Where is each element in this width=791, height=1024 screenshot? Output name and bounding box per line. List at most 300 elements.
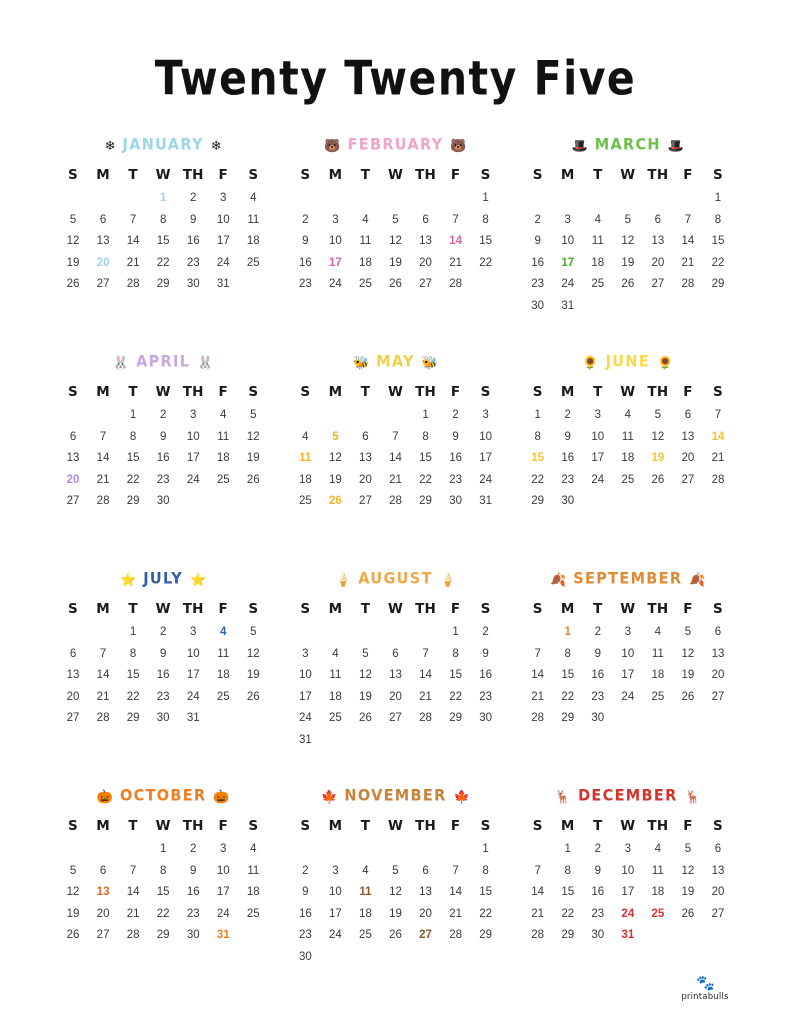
weekday-header: S (480, 384, 491, 400)
days-grid (517, 839, 739, 947)
day-cell-empty (380, 188, 410, 210)
day-cell: 27 (419, 278, 432, 290)
day-cell: 9 (159, 647, 167, 660)
weekday-header: F (218, 818, 228, 834)
day-cell: 1 (482, 843, 489, 855)
month-november (284, 783, 506, 1000)
day-cell: 25 (591, 278, 605, 290)
day-cell: 16 (156, 669, 170, 681)
weekday-header-row (517, 601, 739, 617)
day-cell-empty (88, 188, 118, 210)
day-cell: 3 (190, 626, 197, 638)
day-cell: 7 (422, 647, 429, 660)
weekday-header: TH (182, 818, 204, 834)
month-name: FEBRUARY (347, 136, 444, 154)
day-cell: 31 (479, 495, 493, 507)
day-cell: 19 (246, 452, 260, 464)
day-cell: 4 (220, 626, 227, 638)
day-cell: 7 (534, 864, 541, 877)
day-cell: 6 (654, 213, 662, 226)
day-cell: 12 (359, 669, 372, 681)
weekday-header-row (284, 167, 506, 183)
day-cell: 29 (126, 712, 140, 724)
day-cell: 16 (298, 907, 312, 920)
day-cell: 3 (220, 192, 227, 204)
day-cell: 18 (651, 669, 665, 681)
day-cell: 13 (389, 669, 402, 681)
day-cell: 26 (246, 473, 260, 486)
day-cell: 30 (479, 712, 493, 724)
day-cell-empty (583, 188, 613, 210)
day-cell-empty (380, 405, 410, 427)
day-cell: 2 (564, 409, 571, 421)
day-cell: 5 (684, 626, 692, 638)
weekday-header: T (593, 167, 603, 183)
paw-icon: 🐾 (696, 975, 714, 992)
day-cell-empty (411, 839, 441, 861)
weekday-header: F (450, 818, 461, 834)
day-cell: 21 (449, 907, 462, 920)
weekday-header-row (284, 601, 506, 617)
day-cell: 10 (591, 430, 605, 443)
day-cell: 14 (449, 886, 462, 898)
day-cell: 16 (591, 669, 605, 681)
day-cell: 6 (422, 864, 429, 877)
day-cell: 21 (389, 473, 402, 486)
day-cell: 30 (561, 495, 575, 507)
day-cell: 17 (329, 256, 342, 269)
day-cell: 7 (534, 647, 541, 660)
day-cell: 4 (654, 843, 662, 855)
day-cell: 11 (247, 213, 260, 226)
day-cell: 27 (711, 690, 725, 703)
day-cell: 4 (220, 409, 227, 421)
day-cell: 4 (624, 409, 632, 421)
day-cell: 3 (482, 409, 489, 421)
day-cell: 15 (711, 235, 725, 247)
day-cell-empty (58, 405, 88, 427)
day-cell: 29 (156, 929, 170, 941)
weekday-header: S (68, 818, 78, 834)
day-cell: 30 (449, 495, 462, 507)
day-cell: 15 (531, 452, 545, 464)
month-march (517, 132, 739, 349)
day-cell: 17 (216, 886, 230, 898)
day-cell-empty (88, 622, 118, 644)
day-cell: 4 (302, 430, 309, 443)
day-cell: 29 (479, 929, 493, 941)
day-cell: 2 (594, 626, 601, 638)
day-cell: 12 (621, 235, 635, 247)
month-september (517, 566, 739, 783)
day-cell: 16 (591, 886, 605, 898)
day-cell: 17 (621, 886, 635, 898)
day-cell: 22 (561, 690, 575, 703)
day-cell: 8 (159, 213, 167, 226)
day-cell: 11 (217, 430, 230, 443)
month-decoration-left-icon: ⭐ (120, 571, 137, 587)
day-cell: 10 (216, 213, 230, 226)
day-cell: 21 (96, 690, 110, 703)
day-cell: 17 (186, 669, 200, 681)
day-cell: 26 (621, 278, 635, 290)
day-cell-empty (58, 839, 88, 861)
day-cell: 13 (711, 864, 725, 877)
day-cell: 12 (66, 235, 80, 247)
day-cell: 6 (392, 647, 399, 660)
day-cell: 18 (651, 886, 665, 898)
day-cell: 27 (96, 278, 110, 290)
day-cell: 28 (419, 712, 432, 724)
day-cell: 1 (129, 409, 137, 421)
weekday-header: T (593, 818, 603, 834)
day-cell: 1 (564, 626, 571, 638)
day-cell-empty (411, 622, 441, 644)
weekday-header: S (300, 818, 311, 834)
day-cell: 13 (651, 235, 665, 247)
day-cell: 14 (711, 430, 725, 443)
month-decoration-right-icon: 🍦 (439, 571, 456, 587)
day-cell: 13 (359, 452, 372, 464)
weekday-header: M (560, 601, 575, 617)
day-cell: 2 (302, 864, 309, 877)
day-cell: 25 (246, 256, 260, 269)
weekday-header: F (218, 384, 228, 400)
day-cell: 26 (66, 278, 80, 290)
day-cell: 6 (684, 409, 692, 421)
day-cell: 26 (681, 690, 695, 703)
month-name: OCTOBER (119, 787, 207, 805)
day-cell: 12 (246, 430, 260, 443)
weekday-header-row (517, 384, 739, 400)
day-cell: 11 (247, 864, 260, 877)
day-cell: 22 (449, 690, 462, 703)
month-decoration-left-icon: 🌻 (582, 354, 599, 370)
day-cell: 25 (216, 690, 230, 703)
day-cell-empty (380, 839, 410, 861)
month-decoration-right-icon: 🍂 (689, 571, 706, 587)
day-cell: 6 (422, 213, 429, 226)
day-cell-empty (350, 839, 380, 861)
day-cell: 4 (362, 864, 369, 877)
day-cell: 9 (302, 886, 309, 898)
day-cell: 18 (329, 690, 342, 703)
day-cell: 12 (651, 430, 665, 443)
month-decoration-left-icon: 🐝 (352, 354, 370, 370)
day-cell: 20 (651, 256, 665, 269)
day-cell: 16 (561, 452, 575, 464)
month-may (284, 349, 506, 566)
day-cell: 20 (681, 452, 695, 464)
day-cell-empty (320, 839, 350, 861)
day-cell: 10 (216, 864, 230, 877)
day-cell: 3 (332, 864, 339, 877)
month-name: NOVEMBER (344, 787, 447, 805)
weekday-header: S (68, 601, 78, 617)
weekday-header: M (96, 818, 110, 834)
day-cell: 17 (298, 690, 312, 703)
day-cell: 19 (621, 256, 635, 269)
weekday-header-row (517, 818, 739, 834)
day-cell: 18 (246, 235, 260, 247)
days-grid (517, 405, 739, 513)
day-cell: 10 (621, 864, 635, 877)
day-cell: 15 (126, 452, 140, 464)
day-cell-empty (523, 188, 553, 210)
weekday-header-row (52, 818, 274, 834)
day-cell: 1 (129, 626, 137, 638)
month-decoration-left-icon: 🍦 (335, 571, 352, 587)
month-name: JANUARY (122, 136, 204, 154)
day-cell: 9 (302, 235, 309, 247)
day-cell: 2 (190, 192, 197, 204)
month-june (517, 349, 739, 566)
day-cell: 22 (156, 907, 170, 920)
weekday-header-row (284, 818, 506, 834)
month-decoration-left-icon: 🍂 (550, 571, 567, 587)
day-cell: 12 (329, 452, 342, 464)
day-cell: 24 (298, 712, 312, 724)
weekday-header: F (683, 601, 693, 617)
month-april (52, 349, 274, 566)
day-cell: 13 (66, 669, 80, 681)
day-cell: 31 (216, 278, 230, 290)
day-cell: 25 (651, 690, 665, 703)
day-cell: 14 (96, 452, 110, 464)
day-cell-empty (523, 839, 553, 861)
day-cell: 6 (69, 647, 77, 660)
day-cell: 18 (621, 452, 635, 464)
day-cell: 10 (329, 886, 342, 898)
day-cell: 16 (186, 886, 200, 898)
months-grid (0, 132, 791, 1000)
day-cell: 28 (96, 712, 110, 724)
day-cell: 28 (126, 278, 140, 290)
day-cell: 2 (190, 843, 197, 855)
day-cell: 29 (561, 712, 575, 724)
weekday-header: S (300, 601, 311, 617)
day-cell: 5 (392, 213, 399, 226)
day-cell-empty (88, 405, 118, 427)
day-cell-empty (350, 405, 380, 427)
day-cell: 7 (392, 430, 399, 443)
weekday-header: S (480, 818, 491, 834)
day-cell: 16 (186, 235, 200, 247)
day-cell: 6 (714, 843, 722, 855)
day-cell: 12 (246, 647, 260, 660)
weekday-header: F (683, 384, 693, 400)
day-cell: 9 (482, 647, 489, 660)
weekday-header: S (248, 167, 259, 183)
day-cell: 30 (531, 299, 545, 312)
day-cell: 19 (359, 690, 372, 703)
weekday-header: S (480, 601, 491, 617)
day-cell: 10 (561, 235, 575, 247)
weekday-header-row (52, 167, 274, 183)
day-cell: 4 (654, 626, 662, 638)
weekday-header: M (560, 818, 575, 834)
day-cell: 24 (621, 907, 635, 920)
page-title: Twenty Twenty Five (154, 50, 637, 106)
day-cell: 3 (624, 843, 632, 855)
day-cell: 3 (564, 213, 571, 226)
day-cell: 5 (250, 626, 257, 638)
day-cell: 19 (66, 256, 80, 269)
day-cell-empty (441, 839, 471, 861)
weekday-header: W (387, 818, 404, 834)
day-cell: 26 (389, 929, 402, 941)
month-july (52, 566, 274, 783)
weekday-header: T (128, 601, 138, 617)
day-cell: 20 (389, 690, 402, 703)
day-cell: 20 (419, 256, 432, 269)
weekday-header: M (96, 384, 110, 400)
day-cell: 4 (594, 213, 601, 226)
day-cell: 10 (329, 235, 342, 247)
weekday-header: T (593, 601, 603, 617)
weekday-header: F (450, 601, 461, 617)
day-cell: 3 (332, 213, 339, 226)
day-cell: 31 (561, 299, 575, 312)
days-grid (517, 188, 739, 317)
day-cell: 28 (96, 495, 110, 507)
month-decoration-left-icon: 🐰 (112, 354, 130, 370)
day-cell: 15 (561, 669, 575, 681)
day-cell: 6 (362, 430, 369, 443)
day-cell: 23 (298, 929, 312, 941)
day-cell: 14 (126, 886, 140, 898)
month-name: AUGUST (358, 570, 433, 588)
day-cell: 11 (591, 235, 604, 247)
weekday-header: TH (182, 167, 204, 183)
day-cell: 7 (129, 213, 137, 226)
day-cell: 9 (159, 430, 167, 443)
day-cell: 5 (654, 409, 662, 421)
day-cell: 21 (449, 256, 462, 269)
day-cell: 25 (216, 473, 230, 486)
day-cell-empty (441, 188, 471, 210)
weekday-header: T (360, 818, 371, 834)
day-cell: 29 (711, 278, 725, 290)
day-cell: 13 (96, 886, 110, 898)
day-cell: 22 (479, 256, 493, 269)
day-cell: 15 (156, 235, 170, 247)
day-cell: 7 (452, 864, 459, 877)
weekday-header: S (532, 601, 543, 617)
day-cell: 31 (298, 733, 312, 746)
day-cell: 26 (681, 907, 695, 920)
month-october (52, 783, 274, 1000)
day-cell: 8 (534, 430, 541, 443)
day-cell: 11 (359, 886, 372, 898)
month-decoration-left-icon: 🎩 (571, 137, 588, 153)
day-cell: 9 (190, 213, 197, 226)
day-cell: 24 (329, 929, 342, 941)
weekday-header: S (532, 167, 543, 183)
day-cell: 19 (681, 669, 695, 681)
day-cell: 8 (482, 213, 489, 226)
day-cell: 19 (389, 907, 402, 920)
day-cell: 7 (99, 647, 107, 660)
day-cell: 22 (126, 690, 140, 703)
days-grid (284, 622, 506, 751)
day-cell: 9 (190, 864, 197, 877)
weekday-header: S (532, 384, 543, 400)
days-grid (52, 839, 274, 947)
weekday-header: W (387, 167, 404, 183)
month-decoration-right-icon: 🦌 (684, 788, 701, 804)
weekday-header: S (68, 384, 78, 400)
day-cell: 8 (129, 647, 137, 660)
day-cell: 23 (479, 690, 493, 703)
weekday-header: F (683, 818, 693, 834)
day-cell: 12 (389, 886, 402, 898)
day-cell-empty (613, 188, 643, 210)
weekday-header-row (52, 384, 274, 400)
day-cell: 25 (329, 712, 342, 724)
weekday-header-row (517, 167, 739, 183)
day-cell: 4 (250, 192, 257, 204)
day-cell: 17 (186, 452, 200, 464)
day-cell: 12 (681, 647, 695, 660)
day-cell: 29 (531, 495, 545, 507)
days-grid (52, 622, 274, 730)
day-cell: 21 (419, 690, 432, 703)
day-cell: 12 (389, 235, 402, 247)
weekday-header: T (360, 601, 371, 617)
month-name: SEPTEMBER (573, 570, 683, 588)
weekday-header: W (620, 384, 636, 400)
day-cell: 5 (624, 213, 632, 226)
day-cell: 2 (594, 843, 601, 855)
day-cell: 12 (681, 864, 695, 877)
day-cell: 27 (389, 712, 402, 724)
day-cell: 21 (126, 256, 140, 269)
day-cell: 1 (159, 843, 167, 855)
day-cell: 11 (299, 452, 312, 464)
day-cell: 3 (594, 409, 601, 421)
weekday-header: M (560, 167, 575, 183)
day-cell: 19 (329, 473, 342, 486)
day-cell: 29 (561, 929, 575, 941)
days-grid (284, 405, 506, 513)
day-cell: 2 (534, 213, 541, 226)
day-cell-empty (290, 405, 320, 427)
day-cell: 2 (482, 626, 489, 638)
day-cell: 16 (479, 669, 493, 681)
day-cell: 28 (449, 929, 462, 941)
weekday-header: T (128, 818, 138, 834)
day-cell: 21 (681, 256, 695, 269)
weekday-header: TH (415, 818, 436, 834)
day-cell: 9 (534, 235, 541, 247)
day-cell: 19 (66, 907, 80, 920)
month-february (284, 132, 506, 349)
day-cell: 2 (302, 213, 309, 226)
month-decoration-right-icon: 🍁 (453, 788, 470, 804)
day-cell: 6 (69, 430, 77, 443)
day-cell: 3 (302, 647, 309, 660)
day-cell: 17 (479, 452, 493, 464)
day-cell: 11 (651, 647, 664, 660)
day-cell: 16 (156, 452, 170, 464)
weekday-header: TH (647, 601, 669, 617)
day-cell: 2 (159, 409, 167, 421)
day-cell: 18 (359, 256, 372, 269)
day-cell: 22 (531, 473, 545, 486)
month-decoration-right-icon: 🐝 (421, 354, 439, 370)
day-cell: 31 (216, 929, 230, 941)
